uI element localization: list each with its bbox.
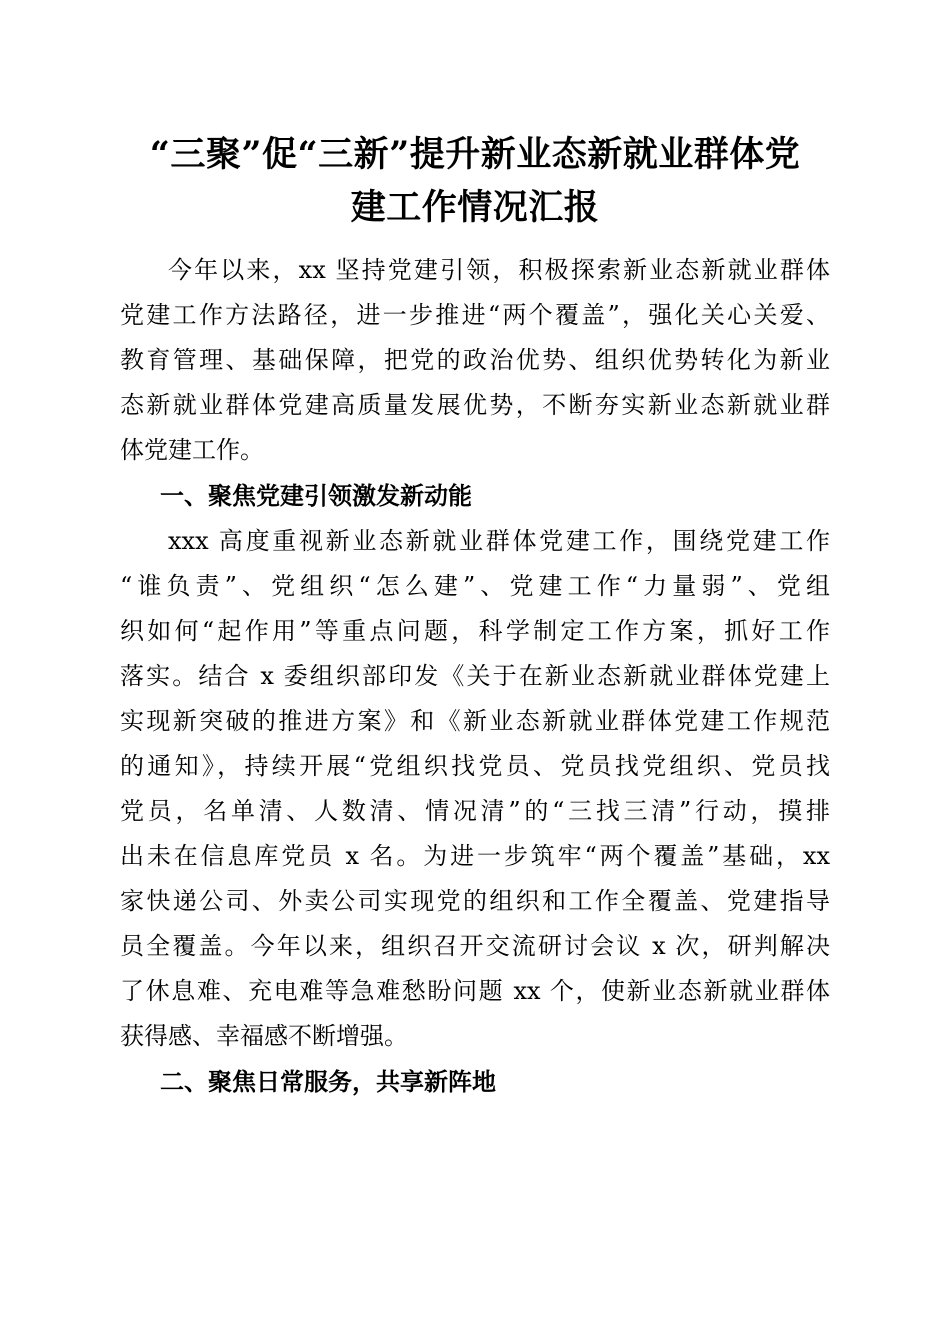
paragraph-line: 态新就业群体党建高质量发展优势，不断夯实新业态新就业群 bbox=[120, 391, 830, 419]
title-line: “三聚”促“三新”提升新业态新就业群体党 bbox=[149, 134, 801, 175]
paragraph-line: 出未在信息库党员 x 名。为进一步筑牢“两个覆盖”基础，xx bbox=[120, 842, 830, 870]
section-heading: 二、聚焦日常服务，共享新阵地 bbox=[160, 1068, 496, 1096]
document-title bbox=[120, 128, 830, 234]
paragraph-line: 织如何“起作用”等重点问题，科学制定工作方案，抓好工作 bbox=[120, 617, 830, 645]
paragraph-line: 实现新突破的推进方案》和《新业态新就业群体党建工作规范 bbox=[120, 707, 830, 735]
paragraph-line: 获得感、幸福感不断增强。 bbox=[120, 1022, 408, 1050]
paragraph-line: 体党建工作。 bbox=[120, 436, 264, 464]
paragraph-line: 员全覆盖。今年以来，组织召开交流研讨会议 x 次，研判解决 bbox=[120, 932, 830, 960]
paragraph-line: 家快递公司、外卖公司实现党的组织和工作全覆盖、党建指导 bbox=[120, 887, 830, 915]
section-heading: 一、聚焦党建引领激发新动能 bbox=[160, 482, 472, 510]
paragraph-line: 的通知》，持续开展“党组织找党员、党员找党组织、党员找 bbox=[120, 752, 830, 780]
paragraph-line: 了休息难、充电难等急难愁盼问题 xx 个，使新业态新就业群体 bbox=[120, 977, 830, 1005]
paragraph-line: “谁负责”、党组织“怎么建”、党建工作“力量弱”、党组 bbox=[120, 572, 830, 600]
paragraph-line: 教育管理、基础保障，把党的政治优势、组织优势转化为新业 bbox=[120, 346, 830, 374]
paragraph-line: 党员，名单清、人数清、情况清”的“三找三清”行动，摸排 bbox=[120, 797, 830, 825]
paragraph-line: 今年以来，xx 坚持党建引领，积极探索新业态新就业群体 bbox=[168, 256, 830, 284]
paragraph-line: 党建工作方法路径，进一步推进“两个覆盖”，强化关心关爱、 bbox=[120, 301, 830, 329]
paragraph-line: xxx 高度重视新业态新就业群体党建工作，围绕党建工作 bbox=[168, 527, 830, 555]
paragraph-line: 落实。结合 x 委组织部印发《关于在新业态新就业群体党建上 bbox=[120, 662, 830, 690]
title-line: 建工作情况汇报 bbox=[350, 187, 600, 228]
